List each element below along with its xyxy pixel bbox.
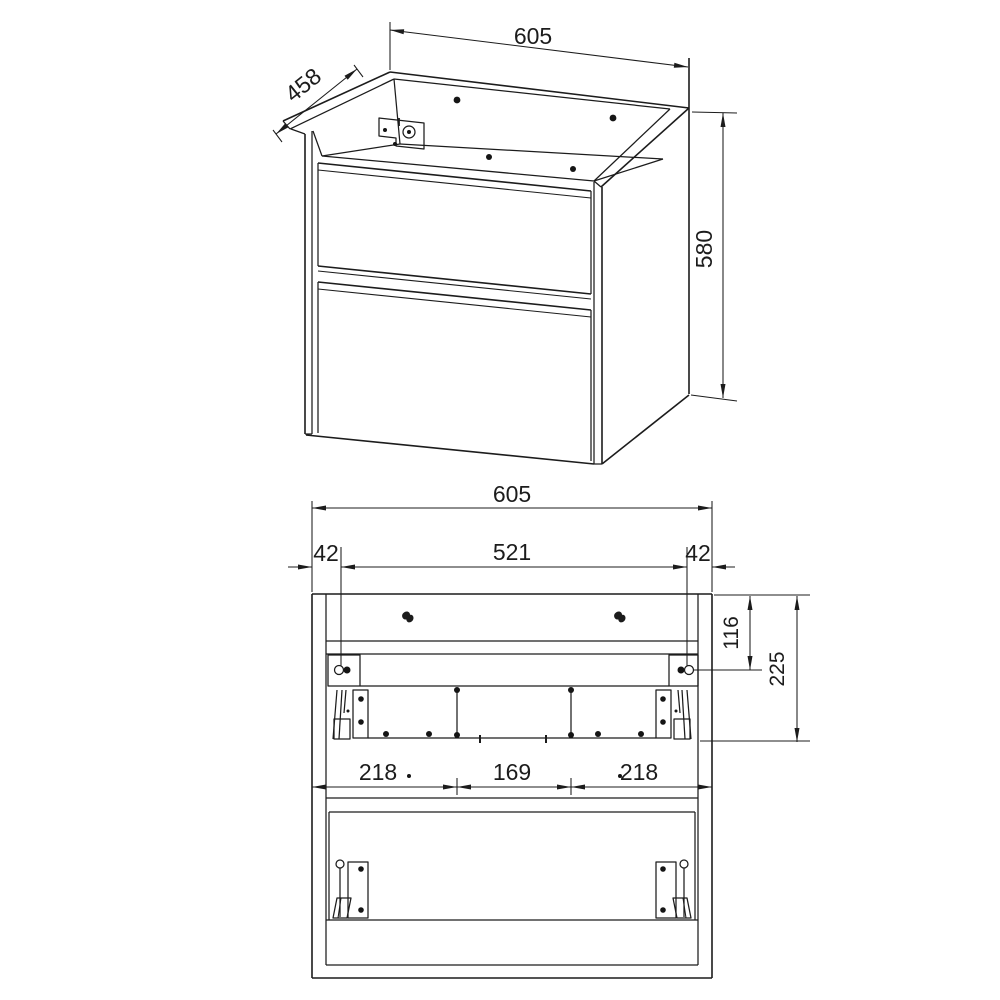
dim-label-depth: 458 <box>279 62 327 107</box>
dimension-mount-depth-225 <box>700 596 810 742</box>
dim-label-left-offset: 42 <box>313 540 339 566</box>
cabinet-carcass-lines <box>283 58 689 464</box>
screw-mark-icon <box>401 609 416 624</box>
dim-label-overall-width: 605 <box>492 481 532 507</box>
drawer-front-lower <box>318 271 591 461</box>
hole-dot <box>486 154 492 160</box>
dim-label-height: 580 <box>691 229 717 269</box>
screw-mark-icon <box>613 609 628 624</box>
dimension-width-605 <box>390 22 688 70</box>
bottom-bracket-right <box>656 860 691 918</box>
hole-dot <box>570 166 576 172</box>
hole-dot <box>426 731 432 737</box>
dim-label-hanger-span: 521 <box>492 539 532 565</box>
drawer-slide-right <box>656 690 691 739</box>
screw-hole-dots <box>454 97 617 172</box>
dim-label-mount-depth: 225 <box>766 651 789 687</box>
hole-dot <box>595 731 601 737</box>
dimension-row-42-521-42 <box>288 539 735 666</box>
hole-dot <box>383 731 389 737</box>
dimension-depth-458 <box>273 63 363 142</box>
bottom-bracket-left <box>333 860 368 918</box>
dim-label-left-pitch: 218 <box>358 759 398 785</box>
dim-label-center-pitch: 169 <box>492 759 532 785</box>
perspective-view <box>273 22 737 464</box>
hole-dot <box>638 731 644 737</box>
dim-label-hanger-inset: 116 <box>720 616 743 650</box>
hole-dot <box>454 97 461 104</box>
dimension-height-580 <box>691 112 737 401</box>
dim-label-right-pitch: 218 <box>619 759 659 785</box>
hole-dot <box>610 115 617 122</box>
hanger-bracket-left <box>328 655 360 686</box>
drawer-slide-left <box>333 690 368 739</box>
dim-label-right-offset: 42 <box>685 540 711 566</box>
dimension-chain-218-169-218 <box>312 759 712 795</box>
plan-view <box>288 481 810 978</box>
drawer-back-panel <box>368 687 656 743</box>
hanger-bracket-right <box>669 655 698 686</box>
dim-label-width: 605 <box>513 23 553 49</box>
drawer-front-upper <box>318 163 591 294</box>
dimension-overall-width-605 <box>312 481 712 592</box>
cabinet-body-lines <box>312 594 712 978</box>
